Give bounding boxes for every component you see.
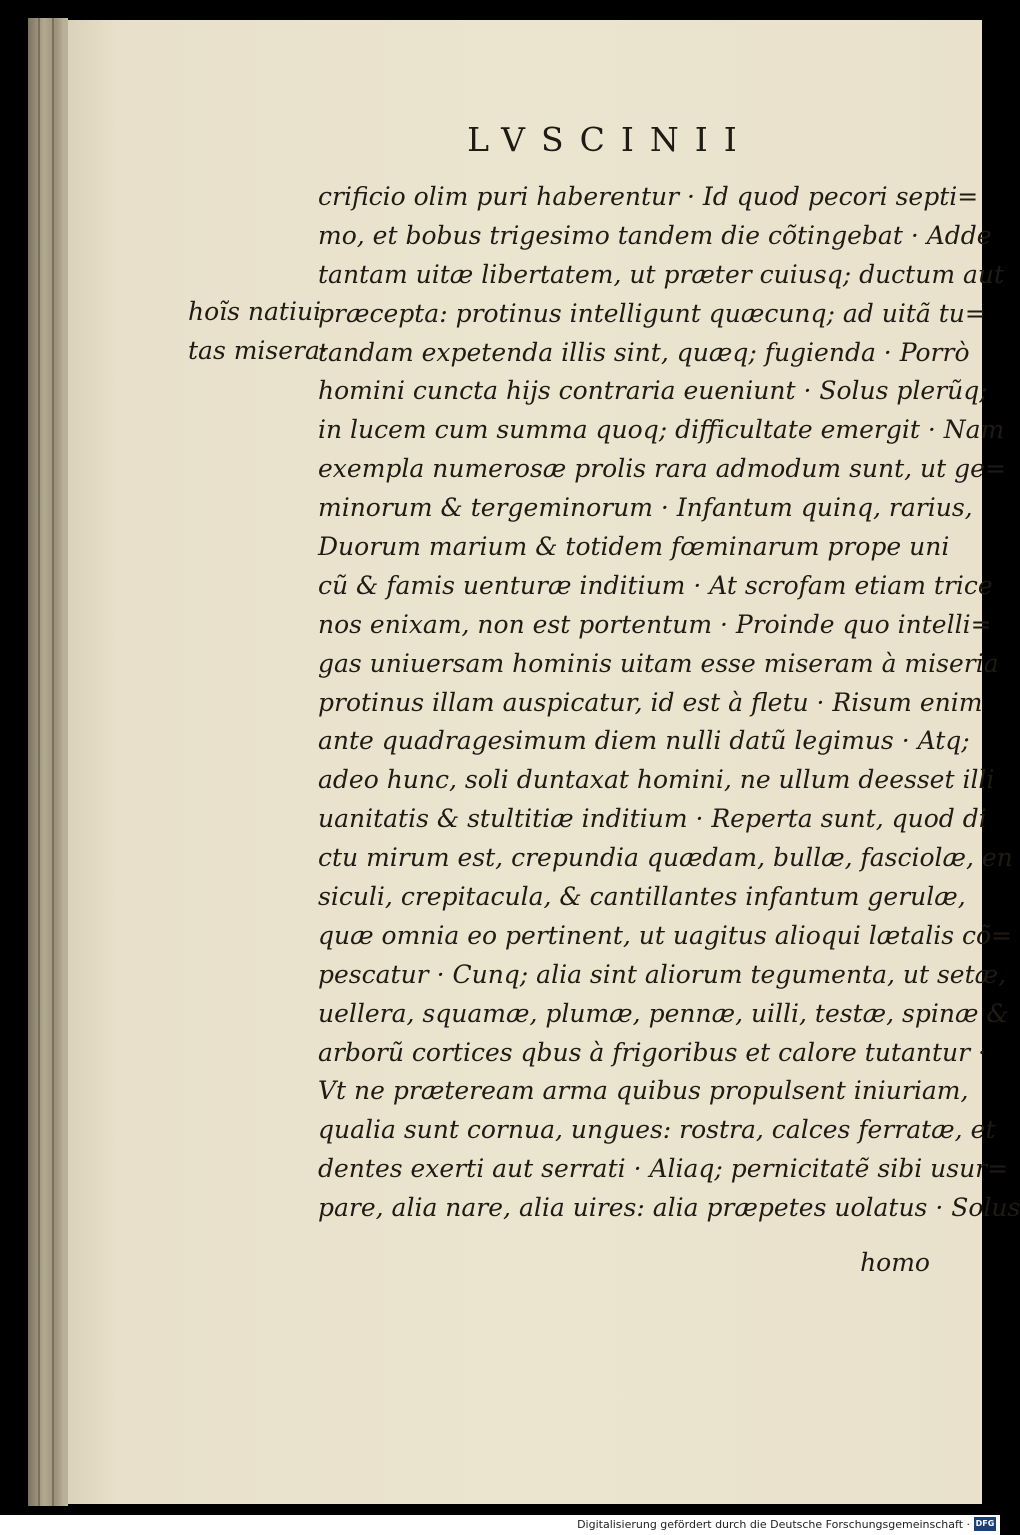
running-head: LVSCINII [467,120,753,159]
text-line: Duorum marium & totidem fœminarum prope uni [318,532,950,562]
marginal-note [188,292,328,370]
text-line: exempla numerosæ prolis rara admodum sunt, ut ge= [318,454,1006,484]
binding-edge-line [38,18,40,1506]
text-line: mo, et bobus trigesimo tandem die cõtingebat · Adde [318,220,992,250]
dfg-logo: DFG [974,1517,996,1531]
catchword: homo [860,1248,930,1277]
text-line: minorum & tergeminorum · Infantum quinq, rarius, [318,493,973,523]
text-line: pare, alia nare, alia uires: alia præpetes uolatus · Solus [318,1193,1020,1223]
text-line: adeo hunc, soli duntaxat homini, ne ullum deesset illi [318,765,995,795]
text-line: nos enixam, non est portentum · Proinde quo intelli= [318,609,992,639]
text-line: cũ & famis uenturæ inditium · At scrofam etiam trice [318,570,993,600]
funding-credit: Digitalisierung gefördert durch die Deutsche Forschungsgemeinschaft · [577,1518,970,1531]
text-line: qualia sunt cornua, ungues: rostra, calces ferratæ, et [318,1115,996,1145]
text-line: siculi, crepitacula, & cantillantes infantum gerulæ, [318,882,966,912]
text-line: arborũ cortices qbus à frigoribus et calore tutantur · [318,1037,986,1067]
text-line: ante quadragesimum diem nulli datũ legimus · Atq; [318,726,970,756]
text-line: crificio olim puri haberentur · Id quod pecori septi= [318,182,979,211]
text-line: pescatur · Cunq; alia sint aliorum tegumenta, ut setæ, [318,959,1007,989]
text-line: quæ omnia eo pertinent, ut uagitus alioqui lætalis cõ= [318,920,1013,950]
marginal-note-line: hoĩs natiui [188,297,322,326]
text-line: ctu mirum est, crepundia quædam, bullæ, fasciolæ, en [318,843,1013,873]
text-line: protinus illam auspicatur, id est à fletu · Risum enim [318,687,983,717]
text-line: homini cuncta hijs contraria eueniunt · Solus plerũq; [318,376,988,406]
marginal-note-line: tas misera· [188,335,328,365]
text-line: præcepta: protinus intelligunt quæcunq; ad uitã tu= [318,298,986,328]
page-gutter-shadow [62,20,68,1504]
text-line: gas uniuersam hominis uitam esse miseram à miseria [318,648,999,678]
text-line: in lucem cum summa quoq; difficultate emergit · Nam [318,415,1005,445]
text-line: dentes exerti aut serrati · Aliaq; pernicitatẽ sibi usur= [318,1154,1009,1184]
binding-edge-line [52,18,54,1506]
text-line: Vt ne præteream arma quibus propulsent iniuriam, [318,1076,969,1106]
text-line: uellera, squamæ, plumæ, pennæ, uilli, testæ, spinæ & [318,998,1009,1028]
text-line: tandam expetenda illis sint, quæq; fugienda · Porrò [318,337,970,367]
text-line: tantam uitæ libertatem, ut præter cuiusq; ductum aut [318,259,1005,289]
text-line: uanitatis & stultitiæ inditium · Reperta sunt, quod di [318,804,987,834]
body-text [318,178,1020,1228]
